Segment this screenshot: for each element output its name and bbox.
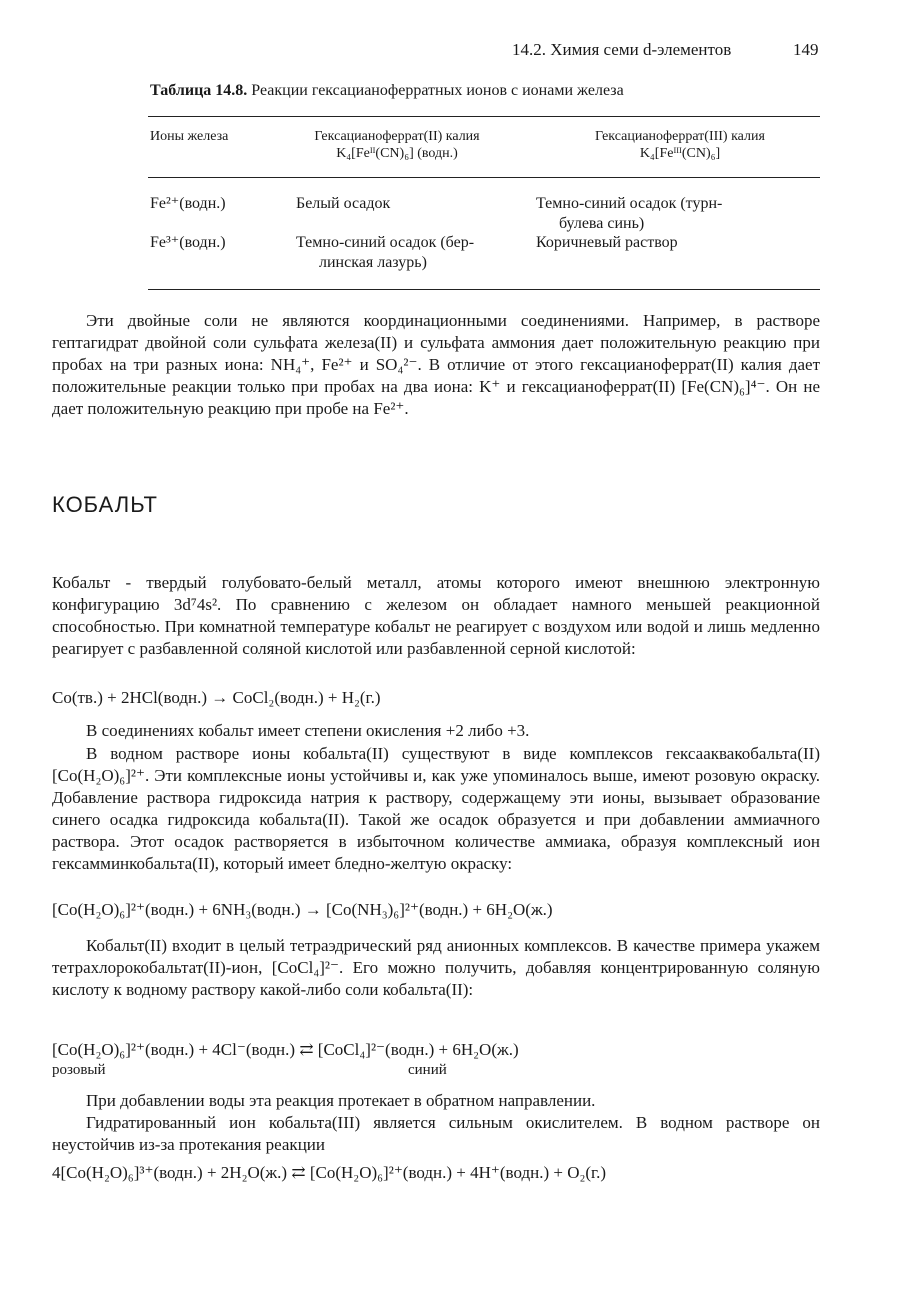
table-bottom-rule <box>148 289 820 290</box>
equation-hexammine: [Co(H₂O)₆]²⁺(водн.) + 6NH₃(водн.) → [Co(NH₃)₆]²⁺(водн.) + 6H₂O(ж.) <box>52 900 553 919</box>
row-reaction-iii: Коричневый раствор <box>536 234 678 251</box>
table-header-rule <box>148 177 820 178</box>
running-head <box>0 40 902 64</box>
col-header-hexacyanoferrate-ii: Гексацианоферрат(II) калия K₄[Feᴵᴵ(CN)₆] (водн.) <box>314 129 480 161</box>
paragraph-cobalt-iii: Гидратированный ион кобальта(III) является сильным окислителем. В водном растворе он неустойчив из-за протекания реакции <box>52 1113 820 1154</box>
section-heading-cobalt: КОБАЛЬТ <box>52 492 158 517</box>
paragraph-double-salts: Эти двойные соли не являются координационными соединениями. Например, в растворе гептагидрат двойной соли сульфата железа(II) и сульфата аммония дает положительную реакцию при пробах на три разных иона: NH₄⁺, Fe²⁺ и SO₄²⁻. В отличие от этого гексацианоферрат(II) калия дает положительные реакции только при пробах на два иона: K⁺ и гексацианоферрат(II) [Fe(CN)₆]⁴⁻. Он не дает положительную реакцию при пробе на Fe²⁺. <box>52 311 820 418</box>
table-title: Реакции гексацианоферратных ионов с ионами железа <box>251 82 624 99</box>
paragraph-cobalt-intro: Кобальт - твердый голубовато-белый металл, атомы которого имеют внешнюю электронную конфигурацию 3d⁷4s². По сравнению с железом он обладает намного меньшей реакционной способностью. При комнатной температуре кобальт не реагирует с воздухом или водой и лишь медленно реагирует с разбавленной соляной кислотой или разбавленной серной кислотой: <box>52 573 820 658</box>
paragraph-reverse: При добавлении воды эта реакция протекает в обратном направлении. <box>86 1091 596 1110</box>
row-reaction-ii: Белый осадок <box>296 195 391 212</box>
table-top-rule <box>148 116 820 117</box>
col-header-iron-ions: Ионы железа <box>150 129 229 144</box>
paragraph-tetrachloro: Кобальт(II) входит в целый тетраэдрический ряд анионных комплексов. В качестве примера укажем тетрахлорокобальтат(II)-ион, [CoCl₄]²⁻. Его можно получить, добавляя концентрированную соляную кислоту к водному раствору какой-либо соли кобальта(II): <box>52 936 820 999</box>
table-label: Таблица 14.8. <box>150 82 248 99</box>
col-header-hexacyanoferrate-iii: Гексацианоферрат(III) калия K₄[Feᴵᴵᴵ(CN)₆] <box>595 129 765 161</box>
equation-cobalt-hcl: Co(тв.) + 2HCl(водн.) → CoCl₂(водн.) + H₂(г.) <box>52 688 381 707</box>
row-reaction-ii: Темно-синий осадок (бер- линская лазурь) <box>296 234 475 271</box>
label-blue: синий <box>408 1062 447 1078</box>
page-number: 149 <box>793 40 819 59</box>
paragraph-hexaaqua: В водном растворе ионы кобальта(II) существуют в виде комплексов гексааквакобальта(II) [Co(H₂O)₆]²⁺. Эти комплексные ионы устойчивы и, как уже упоминалось выше, имеют розовую окраску. Добавление раствора гидроксида натрия к раствору, содержащему эти ионы, вызывает образование синего осадка гидроксида кобальта(II). Такой же осадок образуется и при добавлении аммиачного раствора. Этот осадок растворяется в избыточном количестве аммиака, образуя комплексный ион гексамминкобальта(II), который имеет бледно-желтую окраску: <box>52 744 820 873</box>
equation-tetrachloro: [Co(H₂O)₆]²⁺(водн.) + 4Cl⁻(водн.) ⇄ [CoCl₄]²⁻(водн.) + 6H₂O(ж.) <box>52 1040 519 1059</box>
row-ion: Fe²⁺(водн.) <box>150 195 226 212</box>
equation-cobalt-iii: 4[Co(H₂O)₆]³⁺(водн.) + 2H₂O(ж.) ⇄ [Co(H₂O)₆]²⁺(водн.) + 4H⁺(водн.) + O₂(г.) <box>52 1163 607 1182</box>
row-reaction-iii: Темно-синий осадок (турн- булева синь) <box>536 195 723 232</box>
paragraph-oxidation-states: В соединениях кобальт имеет степени окисления +2 либо +3. <box>86 721 530 740</box>
row-ion: Fe³⁺(водн.) <box>150 234 226 251</box>
table-caption <box>150 82 624 100</box>
label-pink: розовый <box>52 1062 106 1078</box>
section-title: 14.2. Химия семи d-элементов <box>512 40 732 59</box>
